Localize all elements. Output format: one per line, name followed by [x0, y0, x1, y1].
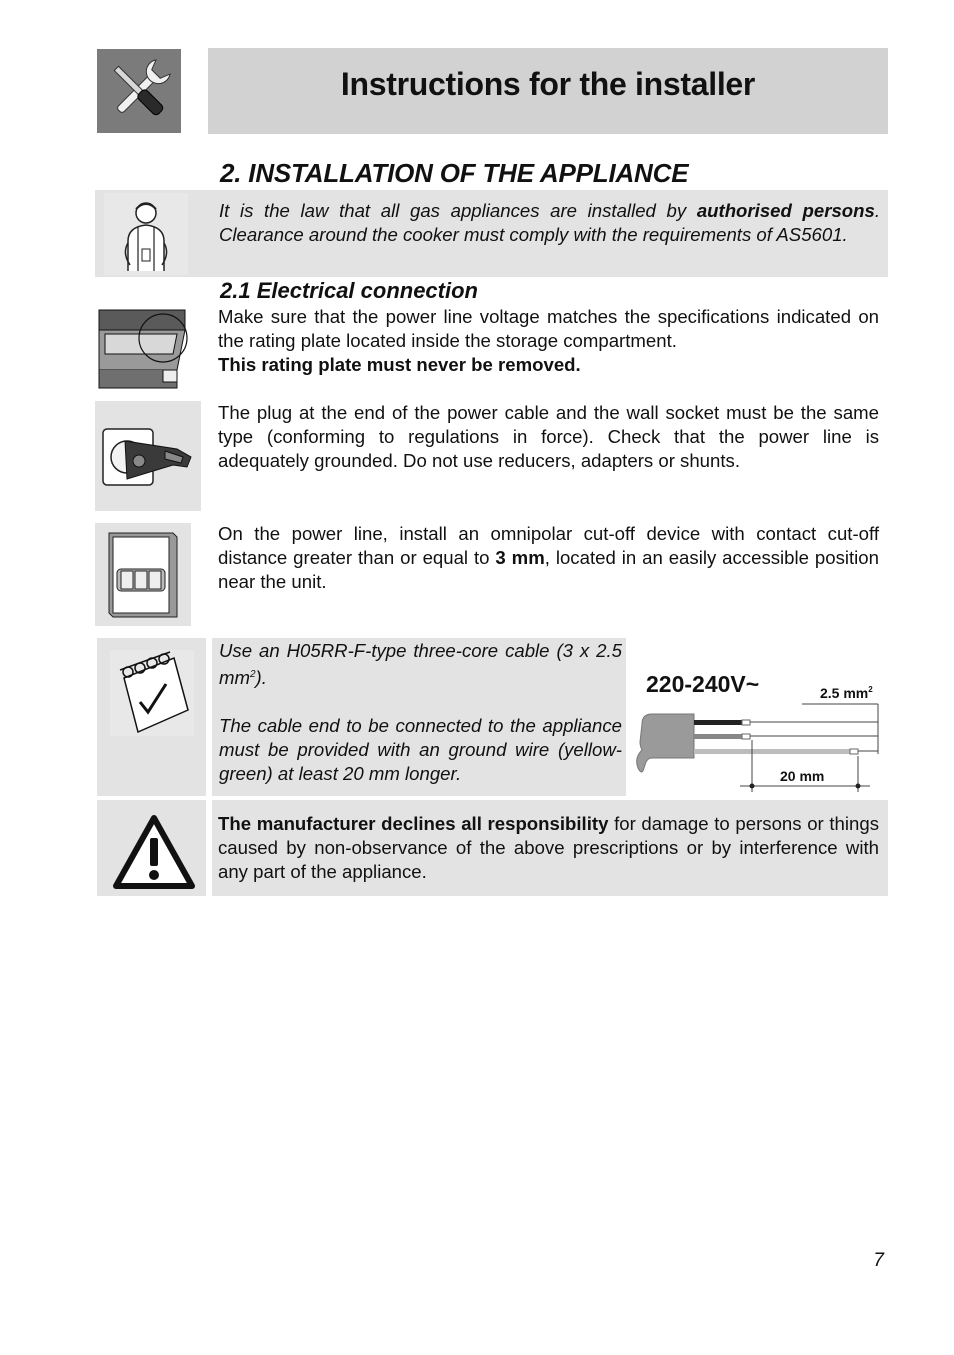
warning-triangle-icon: [112, 814, 196, 890]
page-number: 7: [873, 1250, 884, 1271]
electrical-subtitle: 2.1 Electrical connection: [220, 278, 478, 303]
cable-text: Use an H05RR-F-type three-core cable (3 x 2.5 $mm^2$). The cable end to be connected to the appliance must be provided with an ground wire (yellow-green) at least 20 mm longer.: [219, 640, 622, 785]
voltage-label: 220-240V~: [646, 671, 760, 697]
electrical-para1: Make sure that the power line voltage matches the specifications indicated on the rating plate located inside the storage compartment. This rating plate must never be removed.: [218, 306, 879, 375]
installer-person-icon: [104, 193, 188, 275]
notepad-check-icon: [110, 650, 194, 736]
cable-diagram: [630, 640, 888, 796]
storage-compartment-icon: [97, 300, 193, 390]
law-notice-text: It is the law that all gas appliances are installed by authorised persons. Clearance around the cooker must comply with the requirements of AS5601.: [219, 200, 881, 245]
tools-icon: [97, 49, 181, 133]
length-label: 20 mm: [780, 768, 825, 784]
warning-text: The manufacturer declines all responsibility for damage to persons or things caused by non-observance of the above prescriptions or by interference with any part of the appliance.: [218, 813, 879, 882]
header-tools-icon: [97, 49, 181, 133]
section-label: 2.5 $mm^2$: [820, 685, 873, 701]
header-bar: [208, 48, 888, 134]
electrical-para3: On the power line, install an omnipolar cut-off device with contact cut-off distance greater than or equal to 3 mm, located in an easily accessible position near the unit.: [218, 523, 879, 592]
plug-socket-icon: [95, 401, 201, 511]
section-title: 2. INSTALLATION OF THE APPLIANCE: [220, 158, 689, 188]
switch-icon: [95, 523, 191, 626]
electrical-para2: The plug at the end of the power cable and the wall socket must be the same type (conforming to regulations in force). Check that the power line is adequately grounded. Do not use reducers, adapters or shunts.: [218, 402, 879, 471]
page-title: Instructions for the installer: [340, 66, 756, 102]
